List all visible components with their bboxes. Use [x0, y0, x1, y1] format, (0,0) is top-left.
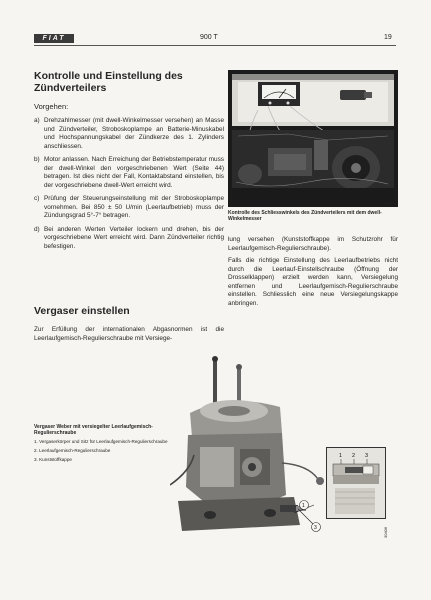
paragraph: Falls die richtige Einstellung des Leerlaufbetriebs nicht durch die Leerlauf-Einstellschraube (Öffnung der Drosselklappen) erzielt werden kann, Versiegelung entfernen und Leerlaufgemisch-Regulierschraube einstellen. Schliesslich eine neue Versiegelungskappe anbringen.	[228, 257, 398, 307]
procedure-steps	[34, 112, 224, 251]
photo-reference-number: 20803	[384, 201, 395, 205]
header-rule	[34, 45, 396, 46]
step-c	[34, 195, 224, 221]
step-letter: c)	[34, 195, 40, 202]
carburetor-caption	[34, 424, 170, 463]
svg-text:3: 3	[314, 525, 317, 531]
figure-reference-number: 30406	[383, 526, 388, 538]
step-text: Drehzahlmesser (mit dwell-Winkelmesser versehen) an Masse und Zündverteiler, Stroboskoplampe an Batterie-Minuskabel und Hochspannungskabel der Zündkerze des 1. Zylinders anschliessen.	[44, 117, 224, 150]
step-letter: b)	[34, 156, 40, 163]
step-text: Prüfung der Steuerungseinstellung mit der Stroboskoplampe vornehmen. Bei 850 ± 50 U/min (Leerlaufbetrieb) muss der Zündungsgrad 5°-7° betragen.	[44, 195, 224, 219]
paragraph: lung versehen (Kunststoffkappe im Schutzrohr für Leerlaufgemisch-Regulierschraube).	[228, 236, 398, 252]
figure-caption-dwell: Kontrolle des Schliesswinkels des Zündverteilers mit dem dwell-Winkelmesser	[228, 210, 382, 222]
caption-item-2: 2. Leerlaufgemisch-Regulierschraube	[34, 448, 111, 453]
carburetor-continued-text	[228, 236, 398, 312]
callout-1: 1	[339, 453, 343, 459]
model-label: 900 T	[200, 34, 218, 41]
step-a	[34, 117, 224, 151]
step-text: Bei anderen Werten Verteiler lockern und drehen, bis der vorgeschriebene Wert erreicht wird. Dann Zündverteiler richtig befestigen.	[44, 225, 224, 250]
page-number: 19	[384, 34, 392, 41]
section-title-distributor: Kontrolle und Einstellung des Zündverteilers	[34, 70, 183, 94]
caption-item-3: 3. Kunststoffkappe	[34, 457, 72, 462]
section-title-carburetor: Vergaser einstellen	[34, 305, 130, 317]
fiat-logo: FIAT	[34, 34, 74, 43]
callout-3: 3	[365, 453, 369, 459]
step-letter: a)	[34, 117, 40, 124]
procedure-intro: Vorgehen:	[34, 102, 69, 111]
engine-dwell-meter-photo	[228, 70, 398, 207]
caption-title: Vergaser Weber mit versiegelter Leerlaufgemisch-Regulierschraube	[34, 424, 153, 436]
svg-text:1: 1	[302, 503, 305, 509]
caption-item-1: 1. Vergaserkörper und Sitz für Leerlaufgemisch-Regulierschraube	[34, 439, 168, 444]
callout-2: 2	[352, 453, 356, 459]
screw-detail-inset	[326, 447, 386, 519]
step-text: Motor anlassen. Nach Erreichung der Betriebstemperatur muss der dwell-Winkel den vorgeschriebenen Wert (Seite 44) betragen. Ist dies nicht der Fall, Kontaktabstand einstellen, bis der vorgeschriebene dwell-Wert erreicht wird.	[44, 156, 224, 189]
step-letter: d)	[34, 225, 40, 233]
step-d	[34, 226, 224, 252]
step-b	[34, 156, 224, 190]
carburetor-intro-text: Zur Erfüllung der internationalen Abgasnormen ist die Leerlaufgemisch-Regulierschraube mit Versiege-	[34, 326, 224, 342]
